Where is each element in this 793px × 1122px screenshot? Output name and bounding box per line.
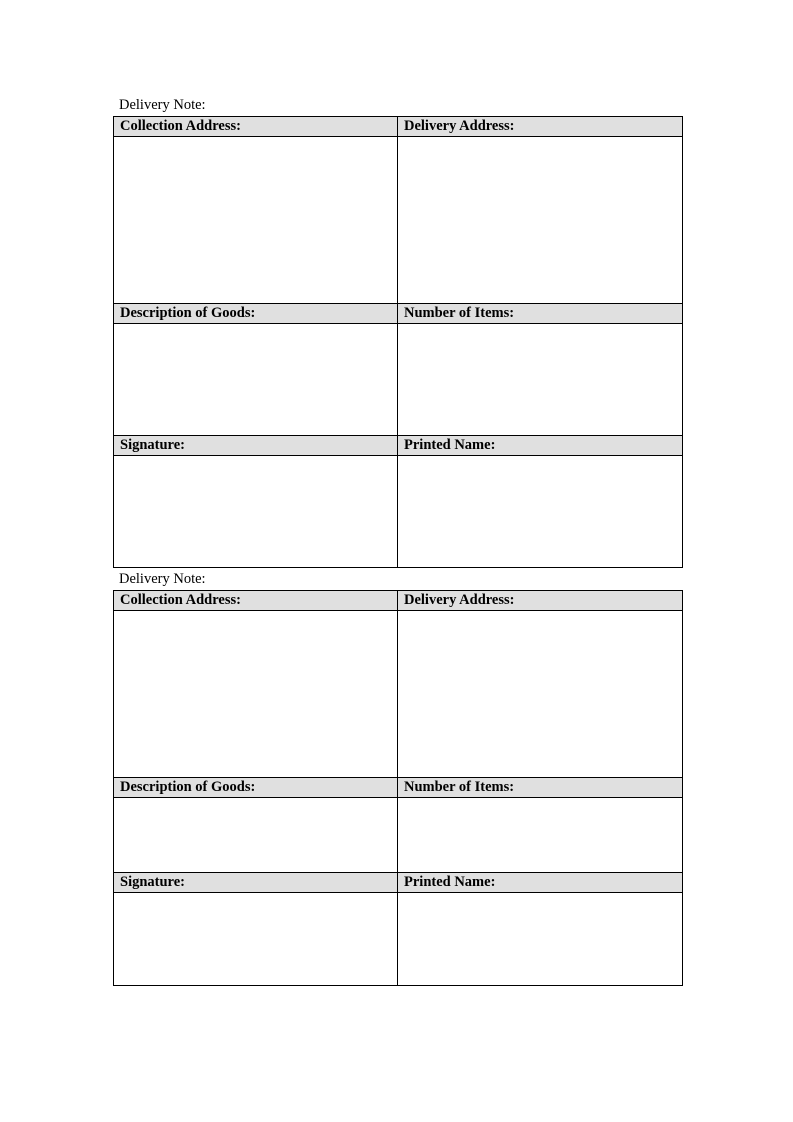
- printed-name-label: Printed Name:: [398, 436, 683, 456]
- delivery-address-field[interactable]: [398, 611, 683, 778]
- description-of-goods-field[interactable]: [114, 798, 398, 873]
- number-of-items-label: Number of Items:: [398, 304, 683, 324]
- description-of-goods-label: Description of Goods:: [114, 778, 398, 798]
- delivery-address-field[interactable]: [398, 137, 683, 304]
- delivery-note-title: Delivery Note:: [119, 571, 206, 587]
- delivery-note-title: Delivery Note:: [119, 97, 206, 113]
- description-of-goods-field[interactable]: [114, 324, 398, 436]
- collection-address-label: Collection Address:: [114, 591, 398, 611]
- delivery-address-label: Delivery Address:: [398, 591, 683, 611]
- collection-address-field[interactable]: [114, 611, 398, 778]
- number-of-items-field[interactable]: [398, 798, 683, 873]
- description-of-goods-label: Description of Goods:: [114, 304, 398, 324]
- collection-address-label: Collection Address:: [114, 117, 398, 137]
- signature-field[interactable]: [114, 456, 398, 568]
- delivery-note-form: [113, 590, 683, 986]
- signature-label: Signature:: [114, 873, 398, 893]
- signature-label: Signature:: [114, 436, 398, 456]
- delivery-note-form: [113, 116, 683, 568]
- delivery-address-label: Delivery Address:: [398, 117, 683, 137]
- collection-address-field[interactable]: [114, 137, 398, 304]
- number-of-items-label: Number of Items:: [398, 778, 683, 798]
- printed-name-field[interactable]: [398, 893, 683, 986]
- signature-field[interactable]: [114, 893, 398, 986]
- printed-name-field[interactable]: [398, 456, 683, 568]
- number-of-items-field[interactable]: [398, 324, 683, 436]
- printed-name-label: Printed Name:: [398, 873, 683, 893]
